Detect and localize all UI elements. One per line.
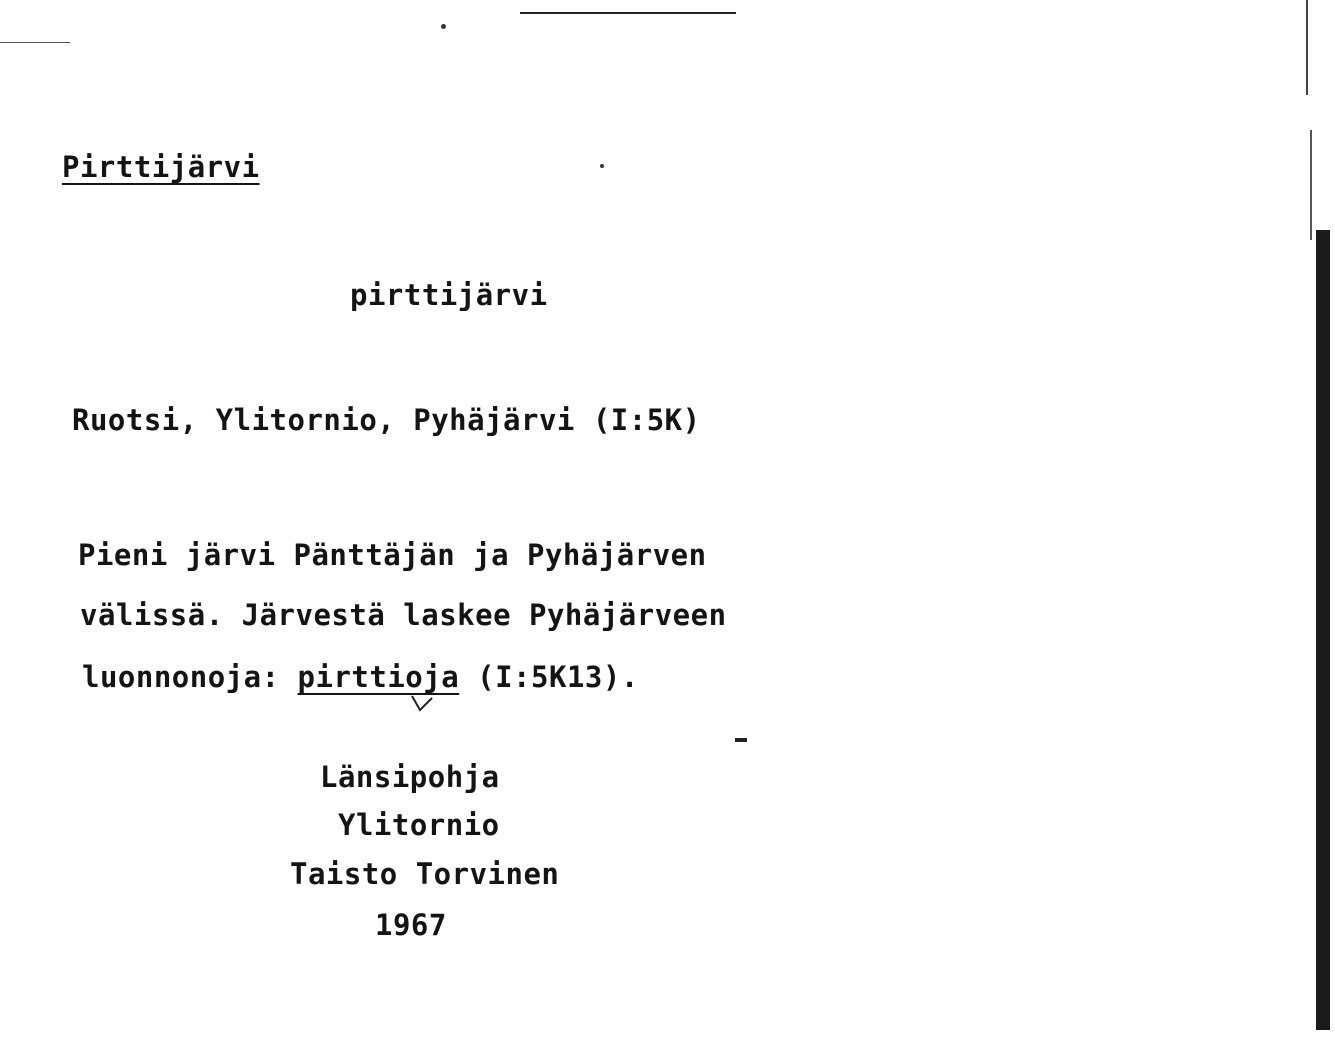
right-edge-thin bbox=[1310, 130, 1312, 240]
collector: Taisto Torvinen bbox=[290, 857, 560, 891]
handwritten-mark bbox=[410, 694, 434, 714]
year: 1967 bbox=[375, 908, 447, 942]
right-edge-mark bbox=[1306, 0, 1308, 95]
parish: Ylitornio bbox=[338, 808, 500, 842]
description-line-3-suffix: (I:5K13). bbox=[477, 660, 639, 694]
card-heading: Pirttijärvi bbox=[62, 150, 260, 184]
description-line-3 bbox=[82, 660, 639, 694]
location-line: Ruotsi, Ylitornio, Pyhäjärvi (I:5K) bbox=[72, 403, 701, 437]
region: Länsipohja bbox=[320, 760, 500, 794]
lemma: pirttijärvi bbox=[350, 278, 548, 312]
scan-speck bbox=[600, 164, 604, 168]
top-left-edge-mark bbox=[0, 42, 70, 43]
right-edge-bar bbox=[1316, 230, 1330, 1030]
scan-speck bbox=[441, 24, 446, 29]
description-line-2: välissä. Järvestä laskee Pyhäjärveen bbox=[80, 598, 727, 632]
description-line-3-prefix: luonnonoja: bbox=[82, 660, 280, 694]
top-edge-mark bbox=[520, 12, 736, 14]
scan-dash bbox=[735, 738, 747, 742]
description-term: pirttioja bbox=[297, 660, 460, 694]
description-line-1: Pieni järvi Pänttäjän ja Pyhäjärven bbox=[78, 538, 707, 572]
